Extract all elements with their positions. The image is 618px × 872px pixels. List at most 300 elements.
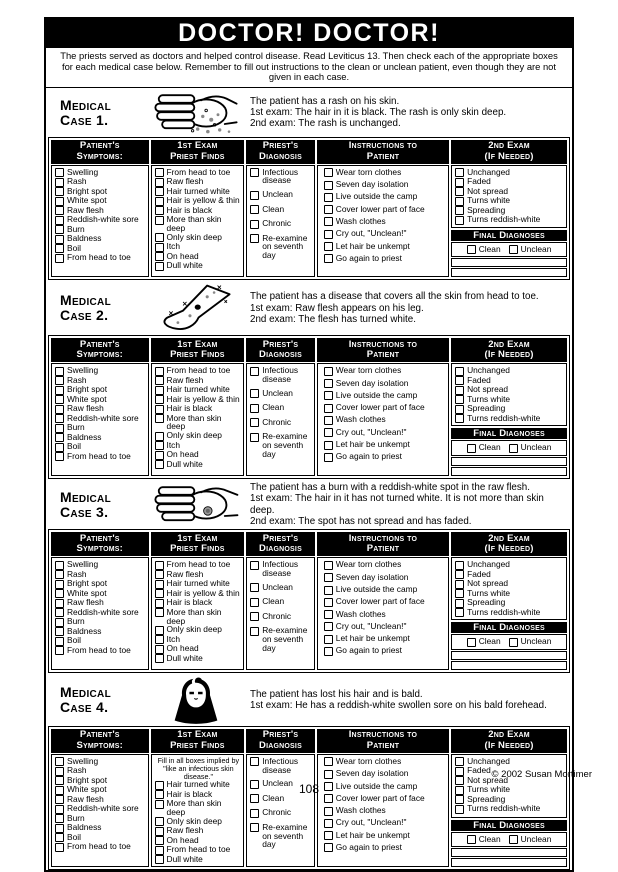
column-header-line: Priest Finds [170, 543, 225, 555]
checkbox-label: From head to toe [67, 450, 131, 461]
checkbox[interactable] [155, 817, 164, 826]
checkbox-label: Infectious disease [262, 755, 299, 775]
checkbox[interactable] [55, 197, 64, 206]
checkbox[interactable] [324, 254, 333, 263]
case-table [48, 335, 570, 479]
checkbox[interactable] [455, 168, 464, 177]
checkbox[interactable] [324, 561, 333, 570]
column-header-line: Diagnosis [259, 543, 302, 555]
checkbox-label: Not spread [467, 185, 509, 196]
instruction-item [324, 769, 447, 779]
checkbox[interactable] [55, 216, 64, 225]
diagnosis-item [250, 234, 313, 260]
checkbox[interactable] [55, 618, 64, 627]
checkbox[interactable] [155, 626, 164, 635]
checkbox[interactable] [509, 245, 518, 254]
checkbox-label: Wash clothes [335, 215, 386, 226]
checkbox[interactable] [250, 205, 259, 214]
checkbox-label: Live outside the camp [335, 389, 418, 400]
checkbox[interactable] [250, 389, 259, 398]
checkbox[interactable] [55, 367, 64, 376]
final-diagnosis-writein-line[interactable] [451, 651, 567, 660]
checkbox-label: Unchanged [467, 365, 510, 376]
checkbox[interactable] [155, 608, 164, 617]
exam1-body [151, 363, 245, 476]
instruction-item [324, 757, 447, 767]
checkbox[interactable] [250, 418, 259, 427]
checkbox-label: Dull white [166, 853, 203, 864]
final-diagnosis-writein-line[interactable] [451, 258, 567, 267]
checkbox[interactable] [324, 379, 333, 388]
case-label-line1: Medical [60, 488, 111, 505]
exam1-note-line: "like an infectious skin disease." [163, 763, 234, 781]
checkbox[interactable] [155, 460, 164, 469]
column-header-line: Patient [366, 150, 400, 162]
final-diagnosis-writein-line[interactable] [451, 661, 567, 670]
column-header-line: Patient's [79, 338, 120, 350]
checkbox-label: Hair is yellow & thin [166, 587, 240, 598]
instruction-item [324, 379, 447, 389]
column-header-line: Patient's [79, 729, 120, 741]
checkbox-label: Faded [467, 374, 491, 385]
checkbox[interactable] [55, 646, 64, 655]
final-diagnoses-header: Final Diagnoses [451, 428, 567, 439]
checkbox[interactable] [155, 846, 164, 855]
checkbox[interactable] [467, 638, 476, 647]
checkbox[interactable] [55, 178, 64, 187]
checkbox[interactable] [324, 453, 333, 462]
checkbox[interactable] [455, 757, 464, 766]
exam2-list [451, 165, 567, 228]
case-description [250, 482, 568, 528]
checkbox-label: Cry out, "Unclean!" [335, 620, 407, 631]
leg-sore-icon [156, 283, 236, 333]
checkbox[interactable] [155, 589, 164, 598]
checkbox[interactable] [155, 405, 164, 414]
instruction-item [324, 192, 447, 202]
checkbox[interactable] [324, 217, 333, 226]
checkbox-label: White spot [67, 784, 107, 795]
column-header-line: Priest Finds [170, 349, 225, 361]
case-label-line2: Case 4. [60, 698, 109, 715]
checkbox-label: Burn [67, 812, 85, 823]
column-header-instructions [317, 729, 449, 753]
checkbox-label: More than skin deep [166, 798, 222, 817]
checkbox[interactable] [55, 843, 64, 852]
instruction-item [324, 242, 447, 252]
checkbox[interactable] [250, 433, 259, 442]
final-diagnosis-writein-line[interactable] [451, 858, 567, 867]
checkbox-label: Raw flesh [166, 568, 204, 579]
checkbox-label: From head to toe [67, 644, 131, 655]
final-diagnosis-writein-line[interactable] [451, 848, 567, 857]
checkbox[interactable] [155, 827, 164, 836]
checkbox-label: Chronic [262, 807, 292, 818]
checkbox[interactable] [55, 376, 64, 385]
checkbox[interactable] [324, 367, 333, 376]
checkbox[interactable] [55, 637, 64, 646]
checkbox[interactable] [455, 216, 464, 225]
checkbox[interactable] [55, 187, 64, 196]
checkbox-label: On head [166, 449, 199, 460]
checkbox[interactable] [324, 404, 333, 413]
case-table [48, 137, 570, 281]
checkbox[interactable] [324, 573, 333, 582]
checkbox[interactable] [455, 367, 464, 376]
checkbox[interactable] [155, 168, 164, 177]
checkbox-label: Seven day isolation [335, 377, 409, 388]
checkbox-label: Boil [67, 242, 81, 253]
checkbox-label: Hair turned white [166, 185, 230, 196]
checkbox[interactable] [250, 191, 259, 200]
instruction-item [324, 229, 447, 239]
checkbox[interactable] [155, 855, 164, 864]
column-header-line: 1st Exam [177, 338, 218, 350]
checkbox[interactable] [55, 580, 64, 589]
final-diagnosis-writein-line[interactable] [451, 457, 567, 466]
checkbox[interactable] [324, 598, 333, 607]
checkbox-label: Not spread [467, 774, 509, 785]
checkbox-label: Wear torn clothes [335, 365, 402, 376]
exam2-item [455, 414, 565, 424]
checkbox[interactable] [455, 197, 464, 206]
final-diagnoses-options [451, 242, 567, 258]
instructions-list [317, 363, 449, 476]
checkbox[interactable] [455, 206, 464, 215]
checkbox[interactable] [55, 386, 64, 395]
column-header-line: 1st Exam [177, 729, 218, 741]
checkbox[interactable] [455, 589, 464, 598]
checkbox[interactable] [455, 580, 464, 589]
diagnosis-item [250, 418, 313, 428]
column-exam2 [451, 729, 567, 867]
checkbox[interactable] [155, 836, 164, 845]
checkbox-label: Cover lower part of face [335, 596, 425, 607]
checkbox[interactable] [509, 638, 518, 647]
exam2-item [455, 608, 565, 618]
instruction-item [324, 403, 447, 413]
checkbox[interactable] [250, 612, 259, 621]
checkbox[interactable] [55, 452, 64, 461]
checkbox[interactable] [155, 580, 164, 589]
checkbox[interactable] [324, 819, 333, 828]
checkbox-label: Chronic [262, 218, 292, 229]
checkbox-label: Turns reddish-white [467, 214, 541, 225]
checkbox[interactable] [155, 599, 164, 608]
checkbox[interactable] [455, 414, 464, 423]
column-diagnosis [246, 140, 315, 278]
checkbox[interactable] [250, 220, 259, 229]
checkbox[interactable] [324, 586, 333, 595]
column-exam1 [151, 729, 245, 867]
exam1-body [151, 557, 245, 670]
instruction-item [324, 168, 447, 178]
checkbox[interactable] [55, 814, 64, 823]
case-label-line1: Medical [60, 683, 111, 700]
instruction-item [324, 573, 447, 583]
checkbox[interactable] [324, 635, 333, 644]
checkbox[interactable] [324, 181, 333, 190]
checkbox[interactable] [155, 800, 164, 809]
column-header-line: Patient [366, 739, 400, 751]
checkbox-label: Swelling [67, 365, 99, 376]
column-header-line: 2nd Exam [488, 729, 530, 741]
checkbox[interactable] [155, 635, 164, 644]
exam1-list [155, 560, 243, 663]
checkbox[interactable] [155, 178, 164, 187]
checkbox[interactable] [55, 414, 64, 423]
checkbox[interactable] [155, 432, 164, 441]
checkbox[interactable] [455, 608, 464, 617]
checkbox[interactable] [455, 395, 464, 404]
checkbox-label: Turns white [467, 587, 511, 598]
checkbox[interactable] [55, 254, 64, 263]
exam1-item [155, 855, 243, 865]
checkbox-label: Baldness [67, 233, 102, 244]
checkbox[interactable] [155, 233, 164, 242]
column-header-line: 1st Exam [177, 532, 218, 544]
case-icon [148, 676, 244, 724]
checkbox[interactable] [155, 645, 164, 654]
case-header [46, 280, 572, 335]
checkbox[interactable] [324, 807, 333, 816]
checkbox-label: Turns reddish-white [467, 412, 541, 423]
checkbox[interactable] [250, 757, 259, 766]
diagnosis-item [250, 168, 313, 185]
checkbox-label: Spreading [467, 204, 506, 215]
checkbox[interactable] [250, 823, 259, 832]
checkbox-label: Swelling [67, 559, 99, 570]
checkbox-label: White spot [67, 587, 107, 598]
checkbox[interactable] [55, 225, 64, 234]
checkbox[interactable] [455, 376, 464, 385]
worksheet-frame [44, 17, 574, 872]
case-table [48, 726, 570, 870]
checkbox[interactable] [455, 599, 464, 608]
checkbox-label: Wear torn clothes [335, 755, 402, 766]
column-header-line: Symptoms: [76, 150, 124, 162]
checkbox-label: Raw flesh [166, 825, 204, 836]
instruction-item [324, 634, 447, 644]
checkbox[interactable] [324, 391, 333, 400]
checkbox[interactable] [155, 206, 164, 215]
checkbox[interactable] [324, 622, 333, 631]
case-label [60, 685, 142, 715]
checkbox[interactable] [324, 205, 333, 214]
checkbox[interactable] [324, 230, 333, 239]
checkbox[interactable] [155, 197, 164, 206]
checkbox[interactable] [467, 835, 476, 844]
checkbox[interactable] [55, 570, 64, 579]
checkbox-label: Rash [67, 765, 87, 776]
checkbox-label: Hair turned white [166, 779, 230, 790]
checkbox-label: Infectious disease [262, 365, 299, 384]
checkbox-label: Seven day isolation [335, 768, 409, 779]
final-diagnosis-writein-line[interactable] [451, 268, 567, 277]
instruction-item [324, 585, 447, 595]
checkbox[interactable] [324, 168, 333, 177]
checkbox[interactable] [55, 244, 64, 253]
checkbox[interactable] [55, 795, 64, 804]
case-description-line: 2nd exam: The rash is unchanged. [250, 118, 401, 130]
checkbox[interactable] [155, 395, 164, 404]
checkbox[interactable] [155, 414, 164, 423]
checkbox[interactable] [55, 235, 64, 244]
checkbox[interactable] [55, 405, 64, 414]
final-diagnosis-option [509, 443, 552, 453]
diagnosis-item [250, 583, 313, 593]
checkbox-label: Seven day isolation [335, 571, 409, 582]
checkbox[interactable] [455, 805, 464, 814]
checkbox[interactable] [155, 376, 164, 385]
case-description-line: 2nd exam: The spot has not spread and has faded. [250, 516, 472, 527]
instruction-item [324, 622, 447, 632]
checkbox[interactable] [324, 757, 333, 766]
instruction-item [324, 560, 447, 570]
checkbox[interactable] [250, 627, 259, 636]
checkbox[interactable] [55, 433, 64, 442]
checkbox[interactable] [55, 627, 64, 636]
checkbox[interactable] [250, 367, 259, 376]
checkbox[interactable] [250, 809, 259, 818]
checkbox[interactable] [250, 404, 259, 413]
checkbox[interactable] [250, 234, 259, 243]
checkbox[interactable] [55, 395, 64, 404]
checkbox[interactable] [55, 599, 64, 608]
checkbox[interactable] [55, 805, 64, 814]
checkbox[interactable] [455, 561, 464, 570]
checkbox-label: Unclean [262, 581, 293, 592]
column-symptoms [51, 729, 149, 867]
checkbox[interactable] [509, 444, 518, 453]
checkbox[interactable] [324, 610, 333, 619]
checkbox[interactable] [55, 757, 64, 766]
column-header-line: Patient's [79, 140, 120, 152]
checkbox[interactable] [509, 835, 518, 844]
checkbox[interactable] [155, 561, 164, 570]
checkbox-label: Bright spot [67, 185, 108, 196]
checkbox[interactable] [155, 386, 164, 395]
checkbox[interactable] [324, 441, 333, 450]
checkbox-label: Boil [67, 441, 81, 452]
column-header-line: (If Needed) [484, 349, 534, 361]
checkbox-label: Re-examine on seventh day [262, 431, 308, 459]
symptom-item [55, 646, 147, 656]
checkbox[interactable] [250, 583, 259, 592]
case-label [60, 490, 142, 520]
final-diagnosis-writein-line[interactable] [451, 467, 567, 476]
column-instructions [317, 532, 449, 670]
checkbox[interactable] [155, 216, 164, 225]
checkbox[interactable] [455, 187, 464, 196]
checkbox-label: Raw flesh [67, 204, 104, 215]
checkbox[interactable] [155, 252, 164, 261]
checkbox-label: Unchanged [467, 559, 510, 570]
exam1-body [151, 165, 245, 278]
checkbox[interactable] [155, 441, 164, 450]
checkbox[interactable] [250, 598, 259, 607]
checkbox-label: Burn [67, 223, 85, 234]
column-header-line: (If Needed) [484, 150, 534, 162]
checkbox[interactable] [55, 833, 64, 842]
checkbox-label: Clean [262, 792, 285, 803]
checkbox[interactable] [324, 770, 333, 779]
checkbox[interactable] [455, 570, 464, 579]
checkbox[interactable] [455, 405, 464, 414]
instruction-item [324, 366, 447, 376]
checkbox[interactable] [55, 767, 64, 776]
checkbox[interactable] [155, 451, 164, 460]
checkbox[interactable] [55, 424, 64, 433]
final-diagnoses-options [451, 634, 567, 650]
checkbox[interactable] [55, 168, 64, 177]
checkbox[interactable] [324, 843, 333, 852]
column-diagnosis [246, 338, 315, 476]
checkbox[interactable] [55, 608, 64, 617]
checkbox[interactable] [324, 416, 333, 425]
diagnosis-list [246, 165, 315, 278]
column-header-line: Instructions to [348, 729, 418, 741]
checkbox[interactable] [55, 824, 64, 833]
checkbox[interactable] [467, 444, 476, 453]
bald-head-icon [173, 676, 219, 724]
checkbox-label: Cry out, "Unclean!" [335, 817, 407, 828]
checkbox-label: Boil [67, 635, 81, 646]
case-icon [148, 91, 244, 135]
checkbox-label: Cry out, "Unclean!" [335, 228, 407, 239]
diagnosis-list [246, 363, 315, 476]
exam1-body [151, 754, 245, 867]
column-header-line: (If Needed) [484, 739, 534, 751]
checkbox[interactable] [155, 243, 164, 252]
checkbox[interactable] [324, 831, 333, 840]
checkbox[interactable] [55, 443, 64, 452]
checkbox[interactable] [455, 178, 464, 187]
checkbox[interactable] [455, 386, 464, 395]
column-header-line: Priest Finds [170, 739, 225, 751]
checkbox[interactable] [55, 561, 64, 570]
exam1-item [155, 460, 243, 470]
checkbox[interactable] [155, 187, 164, 196]
checkbox[interactable] [455, 767, 464, 776]
checkbox[interactable] [250, 168, 259, 177]
checkbox[interactable] [55, 589, 64, 598]
checkbox[interactable] [324, 428, 333, 437]
exam1-item [155, 799, 243, 816]
checkbox[interactable] [324, 242, 333, 251]
checkbox-label: From head to toe [166, 844, 231, 855]
checkbox[interactable] [155, 654, 164, 663]
column-header-line: Symptoms: [76, 349, 124, 361]
checkbox-label: Unclean [262, 778, 293, 789]
checkbox[interactable] [55, 206, 64, 215]
column-header-line: Patient [366, 543, 400, 555]
instruction-item [324, 254, 447, 264]
checkbox[interactable] [155, 262, 164, 271]
checkbox[interactable] [155, 367, 164, 376]
checkbox[interactable] [455, 795, 464, 804]
exam1-item [155, 608, 243, 625]
case-header [46, 479, 572, 530]
column-header-exam2 [451, 140, 567, 164]
checkbox[interactable] [324, 193, 333, 202]
checkbox[interactable] [467, 245, 476, 254]
case-label-line1: Medical [60, 96, 111, 113]
checkbox[interactable] [324, 647, 333, 656]
checkbox[interactable] [155, 570, 164, 579]
checkbox-label: Raw flesh [67, 793, 104, 804]
checkbox[interactable] [250, 561, 259, 570]
